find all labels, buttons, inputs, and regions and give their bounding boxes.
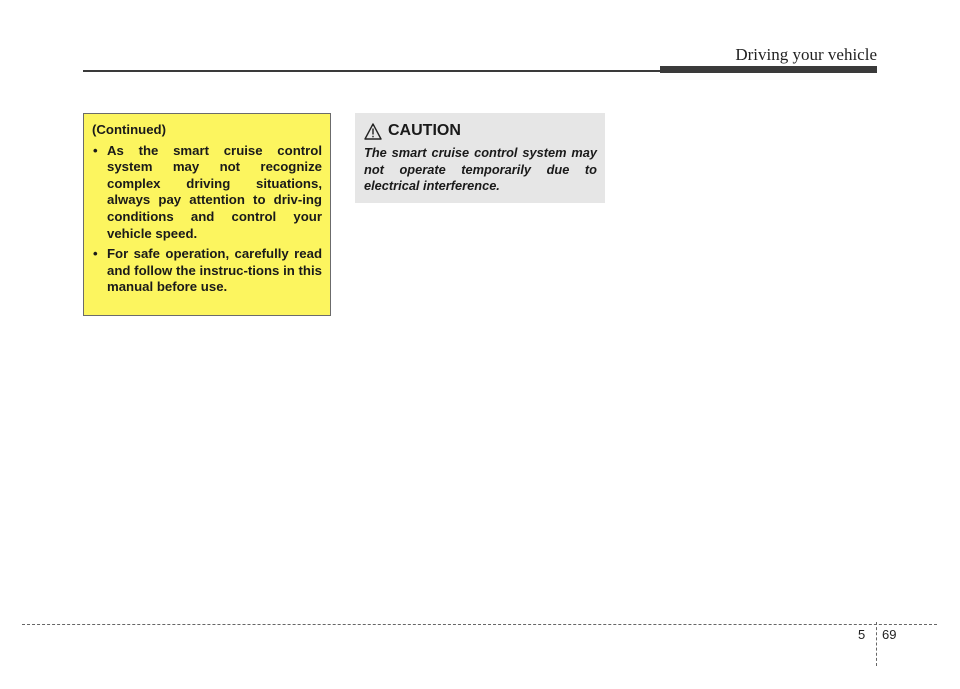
caution-box <box>355 113 605 203</box>
warning-box <box>83 113 331 316</box>
warning-triangle-icon <box>364 123 382 140</box>
caution-text: The smart cruise control system may not operate temporarily due to electrical interference. <box>364 145 597 194</box>
warning-bullet-2: • For safe operation, carefully read and follow the instruc-tions in this manual before use. <box>92 246 322 296</box>
header-rule-thick <box>660 66 877 73</box>
footer-divider <box>876 622 877 666</box>
caution-title: CAUTION <box>388 122 461 139</box>
warning-bullet-1: • As the smart cruise control system may not recognize complex driving situations, always pay attention to driv-ing conditions and control your vehicle speed. <box>92 143 322 243</box>
warning-bullet-list <box>92 143 322 296</box>
header-rule-thin <box>83 70 683 72</box>
section-title: Driving your vehicle <box>735 45 877 64</box>
warning-heading: (Continued) <box>92 122 166 137</box>
caution-header <box>364 120 597 142</box>
footer-rule <box>22 624 937 625</box>
page-chapter-number: 5 <box>858 627 866 642</box>
page-number: 69 <box>882 627 897 642</box>
